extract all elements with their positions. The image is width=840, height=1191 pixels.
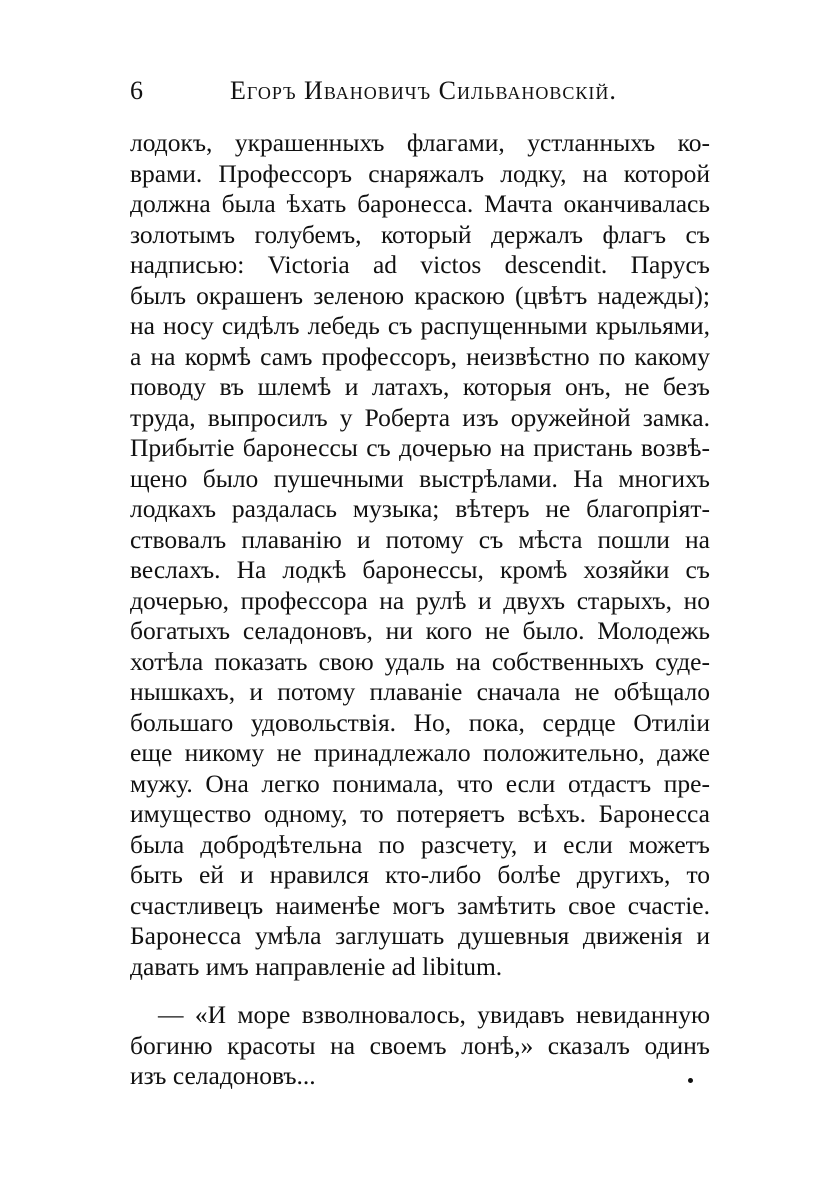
running-title: Егоръ Ивановичъ Сильвановскій. [230, 76, 617, 105]
text-line: счастливецъ наименѣе могъ замѣтить свое счастіе. [130, 890, 710, 920]
text-line: мужу. Она легко понимала, что если отдастъ пре- [130, 768, 710, 798]
text-line: Баронесса умѣла заглушать душевныя движенія и [130, 921, 710, 950]
text-line: дочерью, профессора на рулѣ и двухъ старыхъ, но [130, 585, 710, 615]
text-line: была добродѣтельна по разсчету, и если можетъ [130, 829, 710, 859]
text-line: надписью: Victoria ad victos descendit. Парусъ [130, 250, 710, 279]
text-line: богиню красоты на своемъ лонѣ,» сказалъ одинъ [130, 1030, 710, 1060]
text-line: изъ селадоновъ... [130, 1061, 316, 1090]
text-line: а на кормѣ самъ профессоръ, неизвѣстно по какому [130, 341, 710, 371]
text-line: должна была ѣхать баронесса. Мачта оканчивалась [130, 189, 710, 218]
text-line: ствовалъ плаванію и потому съ мѣста пошли на [130, 524, 710, 554]
paragraph [130, 128, 710, 982]
text-line: поводу въ шлемѣ и латахъ, которыя онъ, не безъ [130, 372, 710, 401]
text-line: труда, выпросилъ у Роберта изъ оружейной замка. [130, 402, 710, 432]
paragraph [130, 1000, 710, 1092]
text-line: лодокъ, украшенныхъ флагами, устланныхъ ко- [130, 128, 710, 157]
text-line: быть ей и нравился кто-либо болѣе другихъ, то [130, 860, 710, 889]
text-line: хотѣла показать свою удаль на собственныхъ суде- [130, 646, 710, 676]
text-line: врами. Профессоръ снаряжалъ лодку, на которой [130, 158, 710, 188]
text-line: — «И море взволновалось, увидавъ невиданную [158, 1000, 710, 1029]
ink-dot [688, 1078, 693, 1083]
text-line: щено было пушечными выстрѣлами. На многихъ [130, 463, 710, 493]
text-line: былъ окрашенъ зеленою краскою (цвѣтъ надежды); [130, 280, 710, 310]
text-line: нышкахъ, и потому плаваніе сначала не обѣщало [130, 677, 710, 706]
text-line: Прибытіе баронессы съ дочерью на пристань возвѣ- [130, 433, 710, 462]
running-head [130, 72, 710, 112]
text-line: золотымъ голубемъ, который держалъ флагъ съ [130, 219, 710, 249]
text-line: давать имъ направленіе ad libitum. [130, 951, 503, 981]
text-line: лодкахъ раздалась музыка; вѣтеръ не благопріят- [130, 494, 710, 523]
text-line: веслахъ. На лодкѣ баронессы, кромѣ хозяйки съ [130, 555, 710, 584]
body-text [130, 128, 710, 1092]
page-number: 6 [130, 76, 144, 105]
text-line: на носу сидѣлъ лебедь съ распущенными крыльями, [130, 311, 710, 340]
text-line: богатыхъ селадоновъ, ни кого не было. Молодежь [130, 616, 710, 645]
text-line: еще никому не принадлежало положительно, даже [130, 738, 710, 767]
text-line: большаго удовольствія. Но, пока, сердце Отиліи [130, 707, 710, 737]
paragraph-gap [130, 982, 710, 1000]
text-line: имущество одному, то потеряетъ всѣхъ. Баронесса [130, 799, 710, 828]
